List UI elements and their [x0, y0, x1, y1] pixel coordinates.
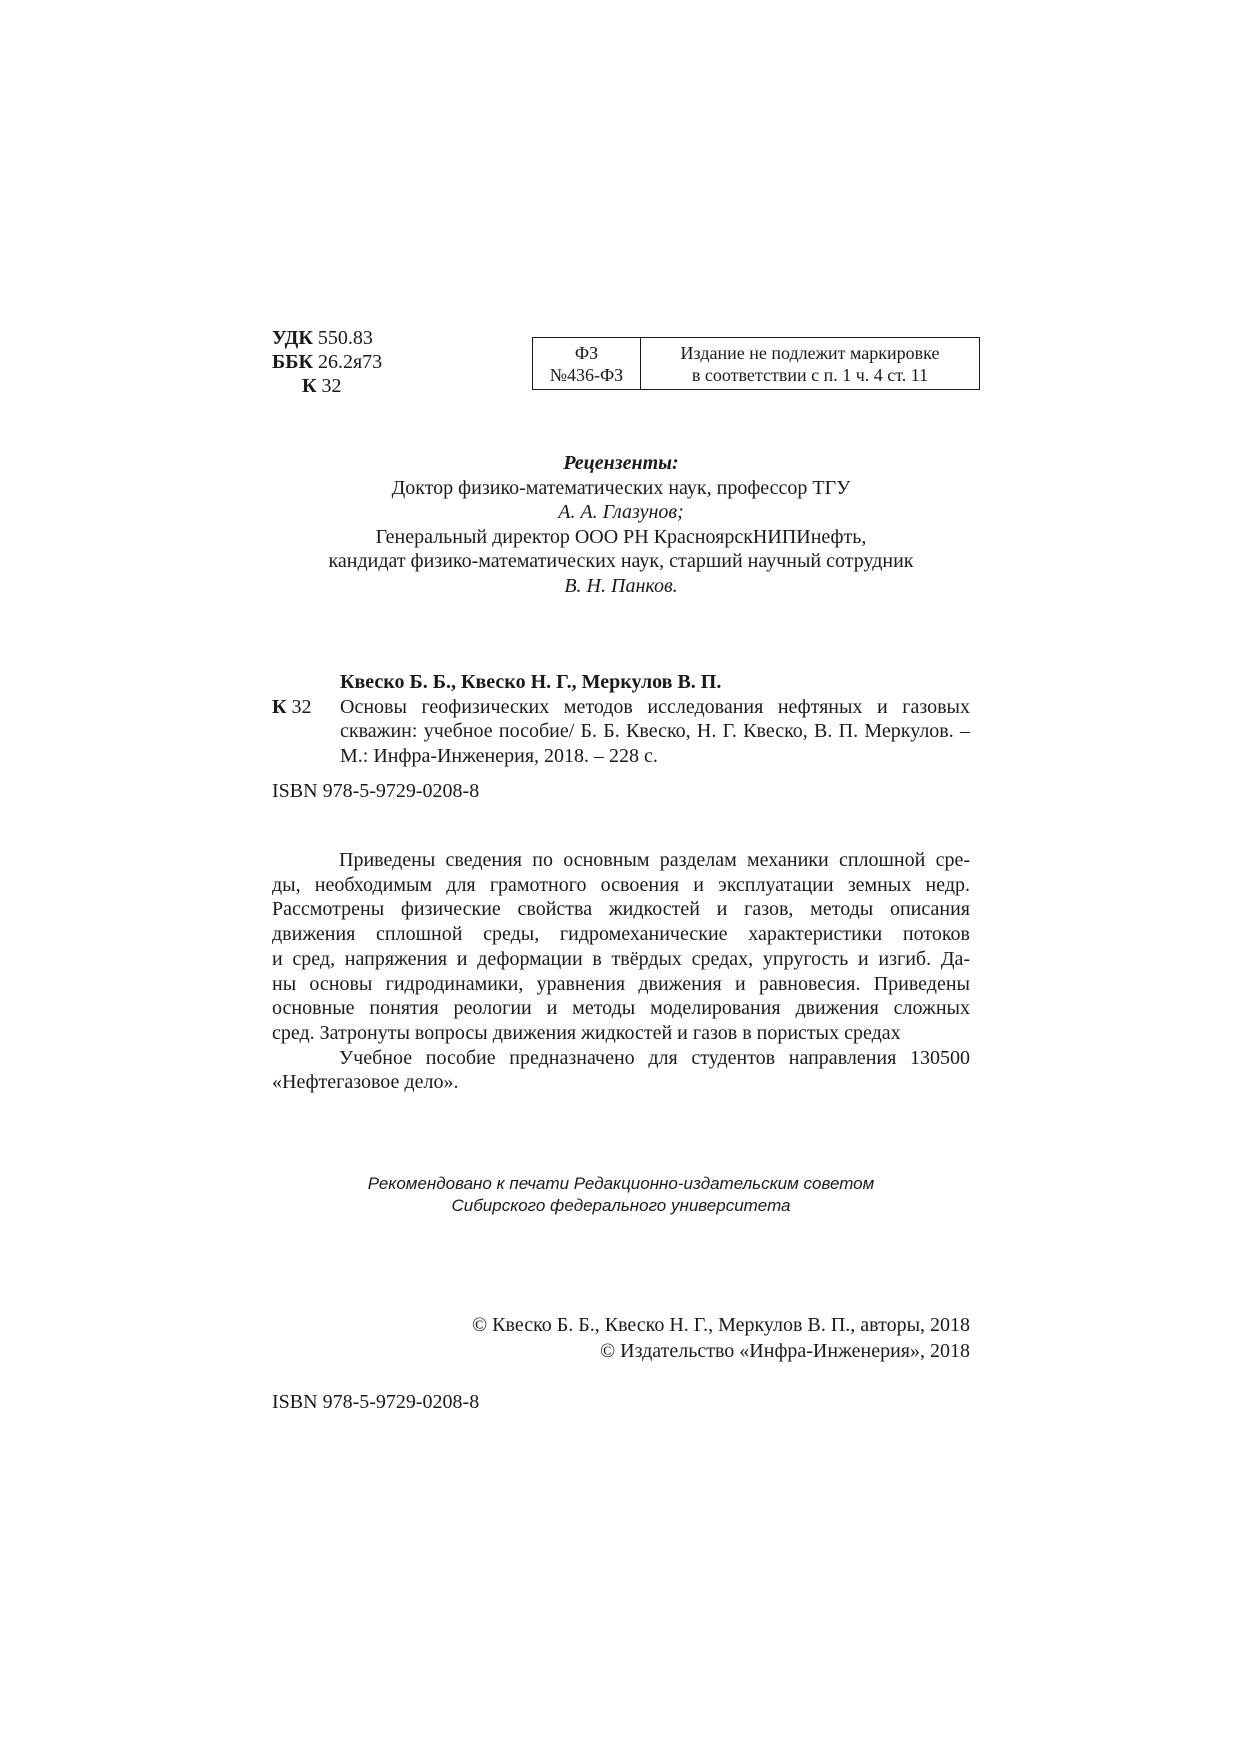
- udk-row: [272, 326, 382, 350]
- bibliographic-code: [272, 695, 340, 769]
- bibliographic-record: [272, 670, 970, 768]
- bibliographic-entry: [272, 695, 970, 769]
- author-mark-letter: К: [302, 375, 317, 397]
- reviewers-block: [272, 451, 970, 598]
- reviewer2-degree: кандидат физико-математических наук, старший научный сотрудник: [328, 550, 914, 572]
- annotation-line: основные понятия реологии и методы моделирования движения сложных: [272, 997, 970, 1020]
- marking-law-cell: [533, 338, 641, 389]
- author-mark-row: [272, 374, 382, 398]
- copyright-authors: © Квеско Б. Б., Квеско Н. Г., Меркулов В. П., авторы, 2018: [471, 1314, 970, 1336]
- marking-law-line2: №436-ФЗ: [549, 364, 624, 385]
- bibliographic-code-letter: К: [272, 695, 287, 718]
- bbk-value: 26.2я73: [317, 351, 383, 373]
- annotation-line: и сред, напряжения и деформации в твёрдых средах, упругость и изгиб. Да-: [272, 947, 970, 970]
- description-line: Основы геофизических методов исследования нефтяных и газовых: [340, 695, 970, 718]
- marking-note-line1: Издание не подлежит маркировке: [680, 342, 940, 363]
- classification-codes: [272, 326, 382, 398]
- isbn-record: ISBN 978-5-9729-0208-8: [272, 780, 480, 802]
- udk-value: 550.83: [317, 327, 373, 349]
- book-authors: Квеско Б. Б., Квеско Н. Г., Меркулов В. П.: [340, 671, 722, 693]
- annotation-line: движения сплошной среды, гидромеханические характеристики потоков: [272, 923, 970, 946]
- annotation-line: ны основы гидродинамики, уравнения движения и равновесия. Приведены: [272, 972, 970, 995]
- bbk-row: [272, 350, 382, 374]
- copyright-publisher: © Издательство «Инфра-Инженерия», 2018: [599, 1340, 970, 1362]
- marking-note-line2: в соответствии с п. 1 ч. 4 ст. 11: [691, 364, 929, 385]
- annotation-line: Учебное пособие предназначено для студентов направления 130500: [339, 1046, 970, 1069]
- annotation-text: [272, 848, 970, 1095]
- annotation-line: «Нефтегазовое дело».: [272, 1071, 459, 1094]
- bbk-label: ББК: [272, 351, 313, 373]
- description-line: скважин: учебное пособие/ Б. Б. Квеско, Н. Г. Квеско, В. П. Меркулов. –: [340, 720, 970, 742]
- bibliographic-code-number: 32: [291, 695, 312, 718]
- isbn-bottom: ISBN 978-5-9729-0208-8: [272, 1391, 480, 1413]
- reviewer2-name: В. Н. Панков.: [564, 574, 678, 597]
- recommendation-line1: Рекомендовано к печати Редакционно-издательским советом: [367, 1174, 875, 1193]
- description-line: М.: Инфра-Инженерия, 2018. – 228 с.: [340, 744, 658, 767]
- annotation-line: сред. Затронуты вопросы движения жидкостей и газов в пористых средах: [272, 1021, 901, 1044]
- marking-law-line1: ФЗ: [574, 342, 599, 363]
- annotation-line: ды, необходимым для грамотного освоения и эксплуатации земных недр.: [272, 873, 970, 896]
- reviewer2-title: Генеральный директор ООО РН КрасноярскНИПИнефть,: [375, 525, 867, 548]
- udk-label: УДК: [272, 327, 313, 349]
- reviewer1-name: А. А. Глазунов;: [558, 501, 684, 523]
- marking-box: [532, 337, 980, 390]
- annotation-line: Приведены сведения по основным разделам механики сплошной сре-: [339, 849, 970, 871]
- bibliographic-description: [340, 695, 970, 769]
- marking-note-cell: [641, 338, 979, 389]
- reviewer1-title: Доктор физико-математических наук, профессор ТГУ: [391, 476, 851, 499]
- recommendation-line2: Сибирского федерального университета: [451, 1196, 791, 1215]
- print-recommendation: [272, 1173, 970, 1217]
- author-mark-number: 32: [321, 375, 342, 397]
- copyright-block: [272, 1312, 970, 1364]
- annotation-line: Рассмотрены физические свойства жидкостей и газов, методы описания: [272, 898, 970, 921]
- reviewers-heading: Рецензенты:: [563, 452, 679, 474]
